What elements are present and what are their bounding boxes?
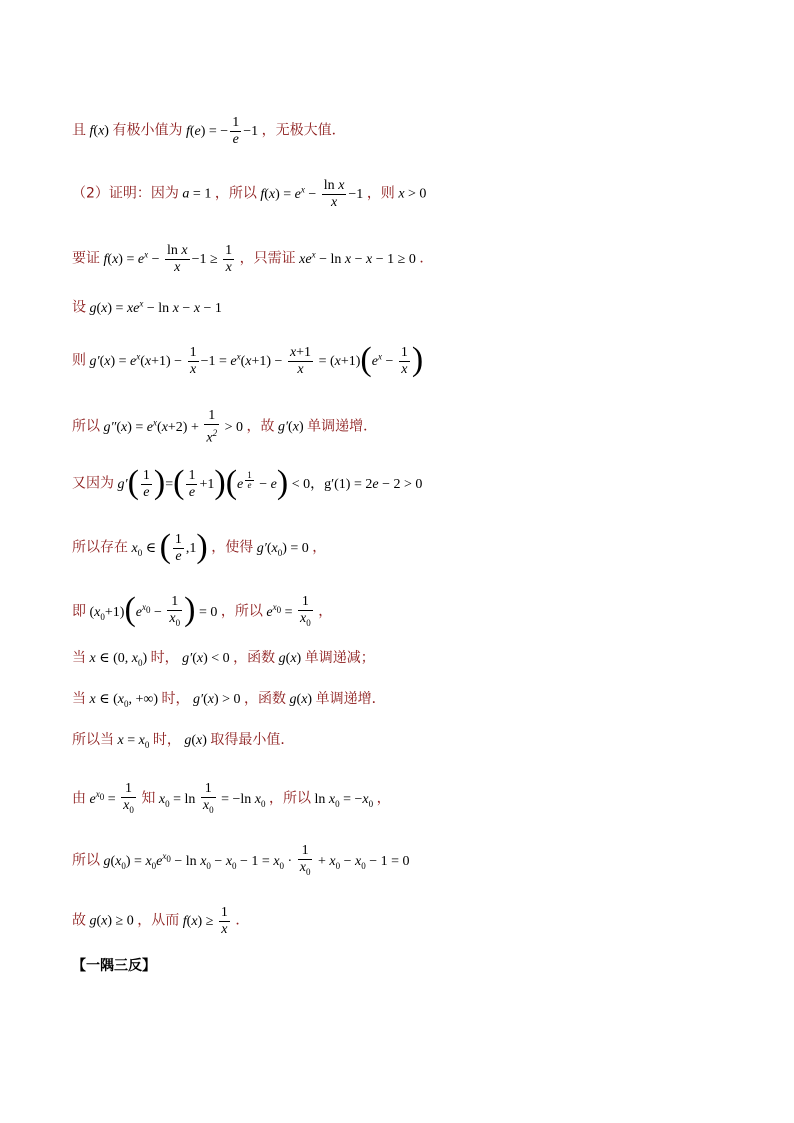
line-8-part-a: 所以存在 xyxy=(72,539,128,556)
text-line-11 xyxy=(72,689,386,714)
line-3-part-b: ，只需证 xyxy=(239,250,296,267)
math-g-prime-positive: g′(x) > 0 xyxy=(193,692,241,707)
line-1-part-b: 有极小值为 xyxy=(112,122,183,139)
math-reduced-inequality: $xe^x - \ln x - x - 1 \ge 0$ xyxy=(299,249,416,267)
text-line-4 xyxy=(72,293,222,319)
math-conclusion: f(x) ≥ $\frac{1}{x}$ xyxy=(182,905,228,937)
math-g-x-left: g(x) xyxy=(278,651,302,666)
math-x0-interval: $x_0$ ∈ ( $\frac{1}{e}$ ,1) xyxy=(131,527,208,565)
math-g-x-min: g(x) xyxy=(184,733,207,748)
text-line-6 xyxy=(72,408,377,447)
line-9-part-b: ，所以 xyxy=(220,603,263,620)
math-g-x-right: g(x) xyxy=(289,692,313,707)
line-9-part-a: 即 xyxy=(72,603,86,620)
text-line-1 xyxy=(72,115,346,148)
line-11-part-b: 时， xyxy=(161,691,190,707)
text-line-7 xyxy=(72,463,423,501)
line-2-part-b: ，所以 xyxy=(214,185,257,202)
math-x-positive: x > 0 xyxy=(398,186,427,202)
math-fx-def: $f(x) = e^x$ − $\frac{\text{ln x}}{x}$ −1 xyxy=(260,178,364,210)
math-g-def: $g(x) = xe^x - \ln x - x - 1$ xyxy=(89,298,222,316)
text-line-13 xyxy=(72,781,391,818)
line-10-part-a: 当 xyxy=(72,650,86,666)
math-x0-equation: $(x_0+1)(e^{x_0}$ − $\frac{1}{x_0}$ ) = 0 xyxy=(90,605,218,620)
text-line-10 xyxy=(72,648,375,673)
text-line-8 xyxy=(72,527,327,565)
line-8-part-b: ，使得 xyxy=(211,539,254,556)
line-2-part-a: （2）证明：因为 xyxy=(72,185,179,202)
line-4-part-a: 设 xyxy=(72,299,86,316)
math-g-x0-zero: $g(x_0) = x_0e^{x_0} - \ln x_0 - x_0 - 1 = x_0$ · $\frac{1}{x_0}$ + $x_0 - x_0 - 1 = 0$ xyxy=(104,854,410,869)
math-interval-right: x ∈ ($x_0$, +∞) xyxy=(89,692,159,709)
section-heading: 【一隅三反】 xyxy=(72,958,156,974)
math-g-prime: $g'(x) = e^x(x+1)$ − $\frac{1}{x}$ $-1 = e^x(x+1)$ − $\frac{x+1}{x}$ = $(x+1)(e^x$ − $\frac{1}{x}$ ) xyxy=(89,340,424,378)
math-g-prime-x: g′(x) xyxy=(277,419,304,435)
line-6-part-a: 所以 xyxy=(72,418,100,435)
math-ex0-given: $e^{x_0}$ = $\frac{1}{x_0}$ xyxy=(90,792,138,807)
line-13-part-d: ， xyxy=(376,790,391,807)
line-15-part-a: 故 xyxy=(72,912,86,929)
line-11-part-c: ，函数 xyxy=(244,691,287,707)
line-6-part-c: 单调递增． xyxy=(307,418,378,435)
line-8-part-c: ， xyxy=(312,539,327,556)
line-1-part-c: ，无极大值． xyxy=(261,122,346,139)
line-6-part-b: ，故 xyxy=(246,418,275,435)
line-13-part-c: ，所以 xyxy=(268,790,311,807)
line-1-part-a: 且 xyxy=(72,122,86,139)
text-line-3 xyxy=(72,243,433,276)
math-g-double-prime: $g''(x) = e^x(x+2)$ + $\frac{1}{x^2}$ > 0 xyxy=(103,408,243,446)
math-g-prime-x0-zero: $g'(x_0) = 0$ xyxy=(256,540,309,558)
line-15-part-c: ． xyxy=(235,912,250,929)
math-x-equals-x0: $x = x_0$ xyxy=(117,733,150,750)
line-10-part-b: 时， xyxy=(150,650,179,666)
math-x0-log: $x_0 = \ln$ $\frac{1}{x_0}$ = −ln $x_0$ xyxy=(159,792,266,807)
line-3-part-a: 要证 xyxy=(72,250,100,267)
math-interval-left: x ∈ (0, $x_0$) xyxy=(89,651,148,668)
line-11-part-a: 当 xyxy=(72,691,86,707)
text-line-9 xyxy=(72,591,333,631)
line-7-part-a: 又因为 xyxy=(72,475,114,492)
line-2-part-c: ，则 xyxy=(366,185,395,202)
line-3-part-c: ． xyxy=(419,250,434,267)
math-goal-inequality: $f(x) = e^x$ − $\frac{\text{ln x}}{x}$ −1 ≥ $\frac{1}{x}$ xyxy=(103,243,233,275)
text-line-14 xyxy=(72,843,409,880)
math-fx: f(x) xyxy=(89,123,109,139)
math-ex0-reciprocal: $e^{x_0}$ = $\frac{1}{x_0}$ xyxy=(266,605,314,620)
line-12-part-c: 取得最小值． xyxy=(210,732,295,748)
line-14-part-a: 所以 xyxy=(72,852,100,869)
line-15-part-b: ，从而 xyxy=(137,912,180,929)
line-13-part-b: 知 xyxy=(141,790,156,807)
line-12-part-b: 时， xyxy=(152,732,181,748)
math-g-prime-negative: g′(x) < 0 xyxy=(182,651,230,666)
line-13-part-a: 由 xyxy=(72,790,86,807)
line-5-part-a: 则 xyxy=(72,352,86,369)
text-line-5 xyxy=(72,340,424,378)
math-ln-x0: $\ln x_0 = -x_0$ xyxy=(314,791,374,809)
text-line-15 xyxy=(72,905,249,938)
math-fe-value: f(e) = − $\frac{1}{e}$ −1 xyxy=(185,115,259,147)
math-a-equals-1: a = 1 xyxy=(182,186,212,202)
text-line-12 xyxy=(72,730,294,755)
line-9-part-c: ， xyxy=(318,603,333,620)
line-11-part-d: 单调递增． xyxy=(315,691,386,707)
math-g-nonnegative: g(x) ≥ 0 xyxy=(89,913,134,929)
text-line-2 xyxy=(72,178,426,211)
line-10-part-c: ，函数 xyxy=(233,650,276,666)
line-12-part-a: 所以当 xyxy=(72,732,114,748)
line-10-part-d: 单调递减； xyxy=(304,650,375,666)
math-g-prime-values: g′( $\frac{1}{e}$ )=( $\frac{1}{e}$ +1)(e $^{\frac{1}{e}}$ − e) < 0，g′(1) = 2e − 2 > 0 xyxy=(117,463,423,501)
